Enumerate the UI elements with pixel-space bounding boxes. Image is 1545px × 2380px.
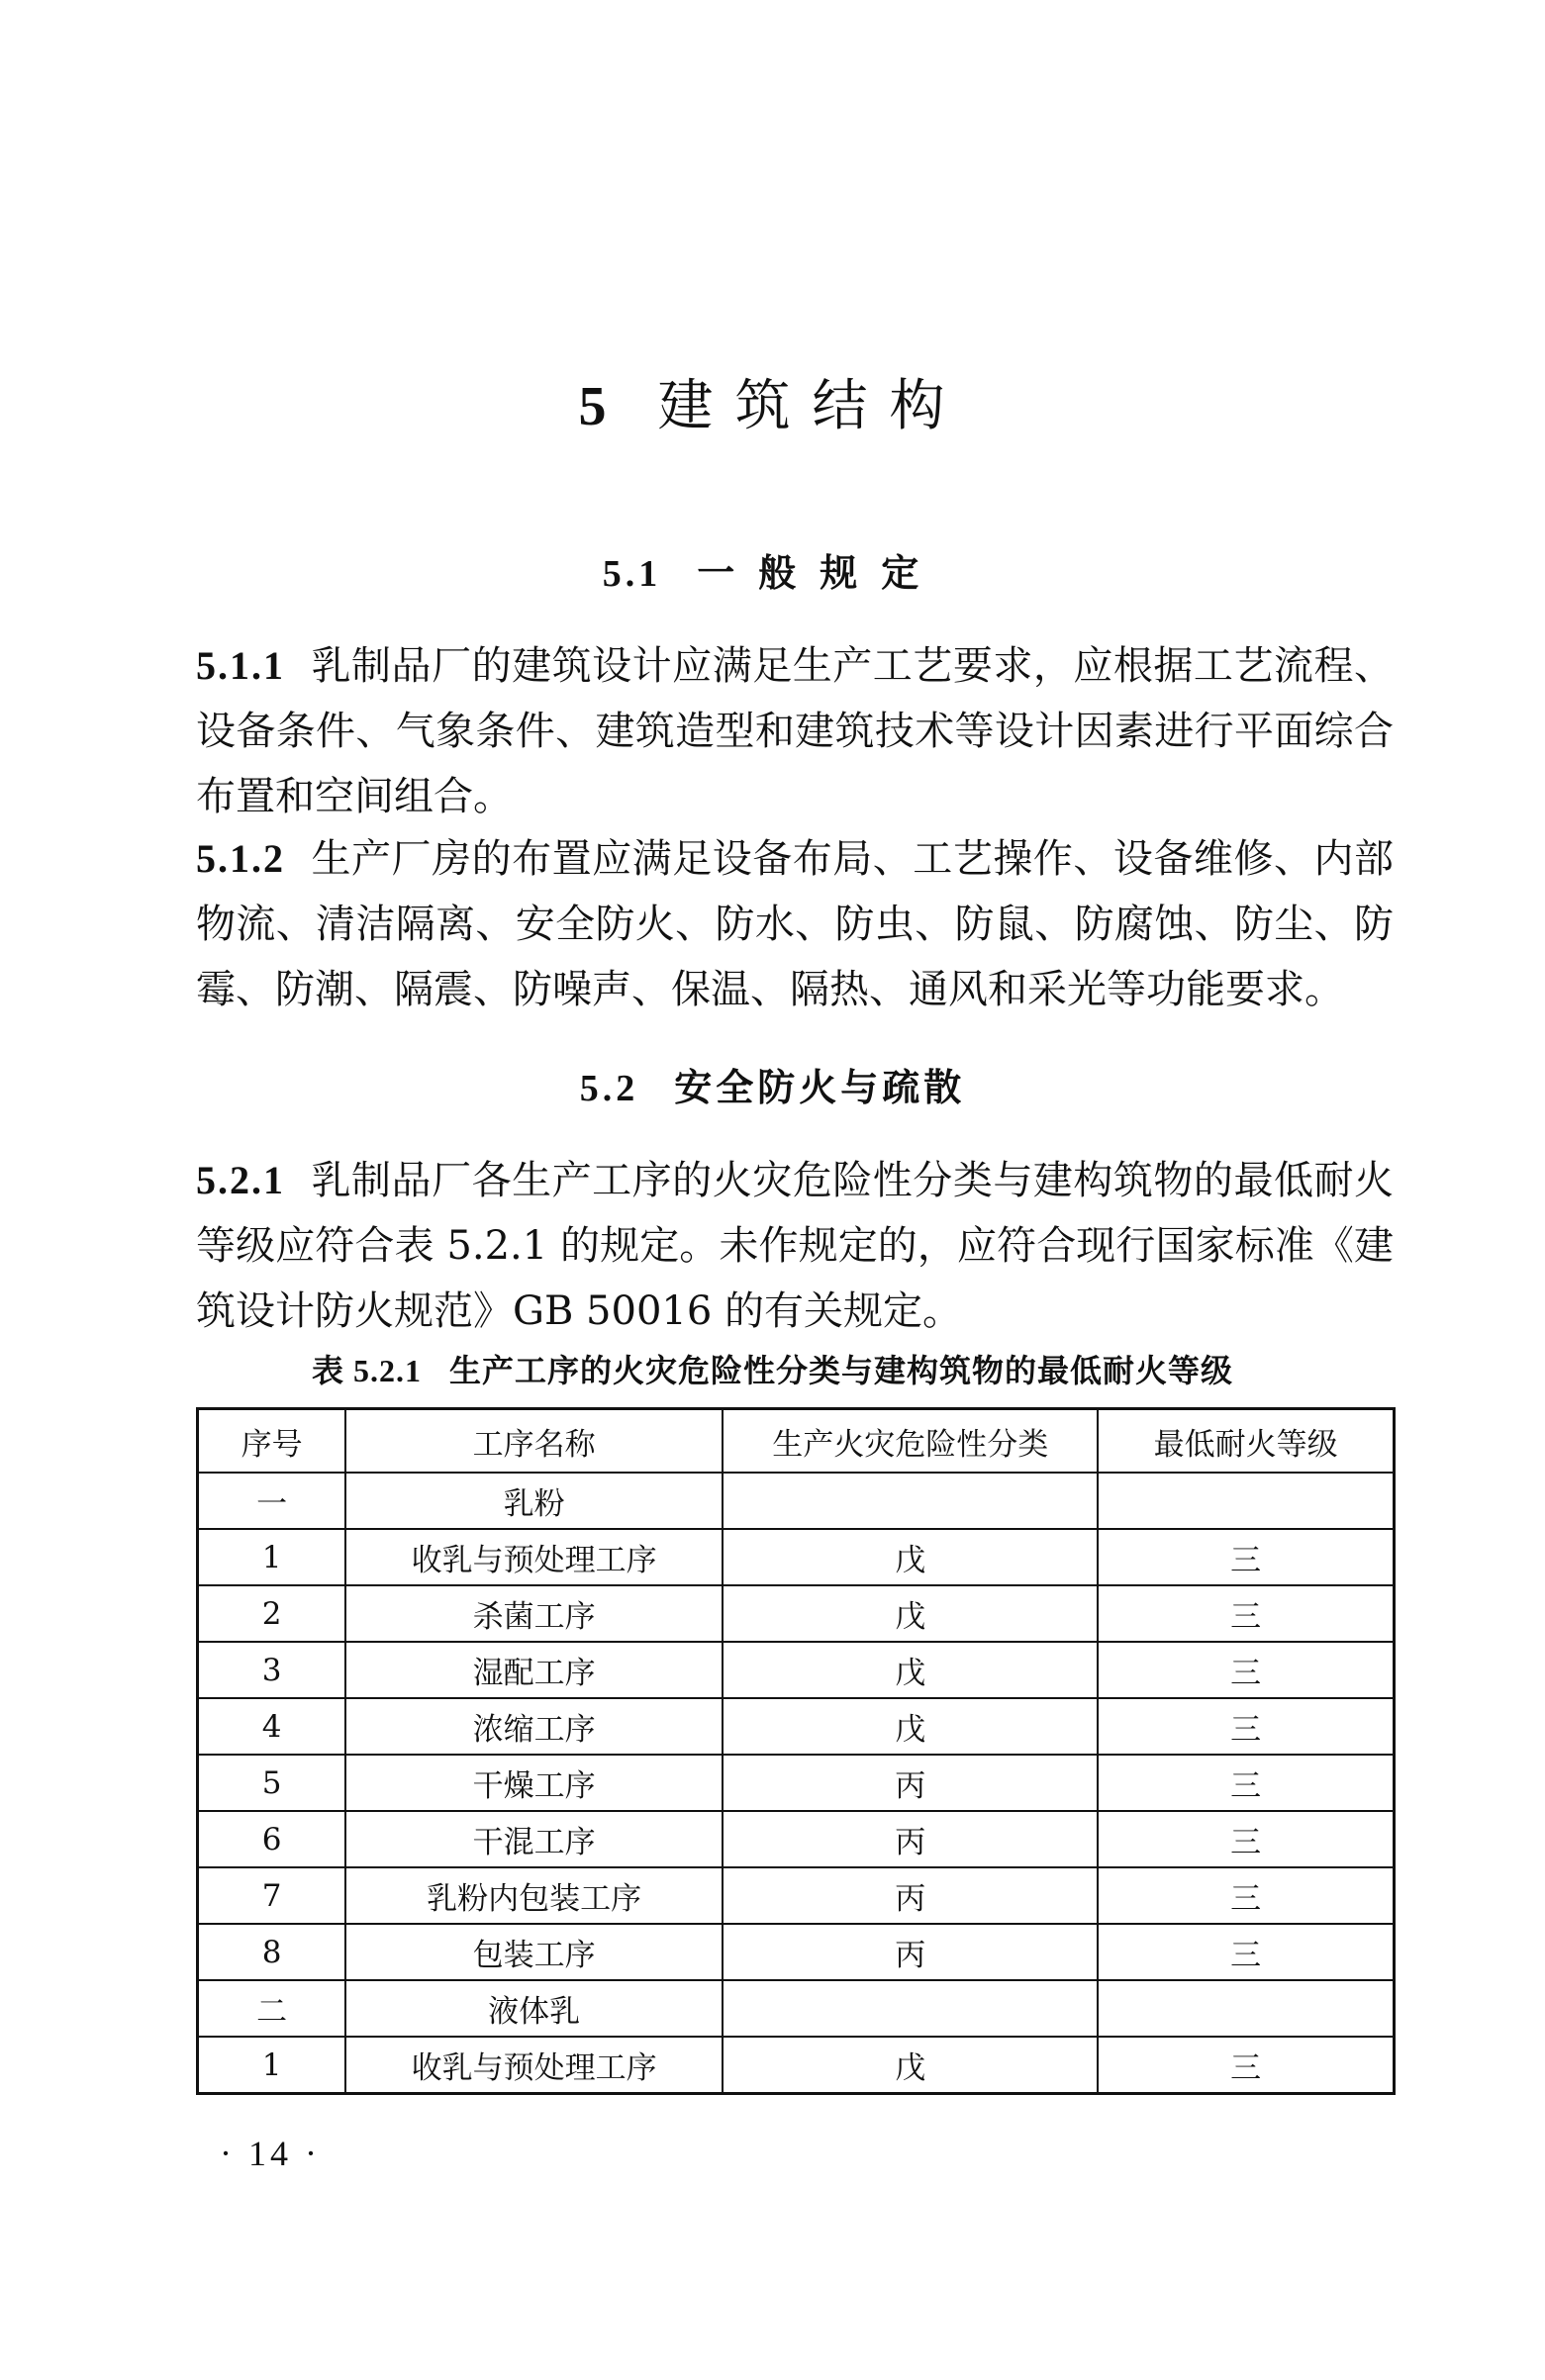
- clause-number: 5.2.1: [196, 1158, 285, 1202]
- table-row: [198, 1811, 1395, 1867]
- table-cell: 三: [1098, 1811, 1394, 1867]
- table-cell: 5: [198, 1755, 346, 1811]
- section-heading-5-2: [0, 1057, 1545, 1111]
- column-header: 最低耐火等级: [1098, 1409, 1394, 1474]
- table-cell: 丙: [723, 1867, 1098, 1924]
- chapter-title-text: 建筑结构: [657, 374, 967, 438]
- section-number: 5.2: [579, 1068, 639, 1109]
- table-cell: 4: [198, 1698, 346, 1755]
- table-cell: 1: [198, 2037, 346, 2094]
- table-cell: 收乳与预处理工序: [345, 1529, 723, 1585]
- table-cell: 包装工序: [345, 1924, 723, 1980]
- table-cell: 戊: [723, 1529, 1098, 1585]
- table-row: [198, 1867, 1395, 1924]
- table-cell: 三: [1098, 1642, 1394, 1698]
- table-cell: 8: [198, 1924, 346, 1980]
- table-cell: 三: [1098, 1755, 1394, 1811]
- table-cell: 二: [198, 1980, 346, 2037]
- table-body: [198, 1473, 1395, 2094]
- column-header: 工序名称: [345, 1409, 723, 1474]
- chapter-number: 5: [578, 376, 628, 437]
- table-cell: 3: [198, 1642, 346, 1698]
- table-row: [198, 1755, 1395, 1811]
- clause-text: 生产厂房的布置应满足设备布局、工艺操作、设备维修、内部物流、清洁隔离、安全防火、防水、防虫、防鼠、防腐蚀、防尘、防霉、防潮、隔震、防噪声、保温、隔热、通风和采光等功能要求。: [196, 836, 1394, 1012]
- chapter-title: [0, 362, 1545, 441]
- table-cell: 三: [1098, 1529, 1394, 1585]
- table-caption-number: 表 5.2.1: [311, 1353, 422, 1388]
- clause-text: 乳制品厂各生产工序的火灾危险性分类与建构筑物的最低耐火等级应符合表 5.2.1 的规定。未作规定的，应符合现行国家标准《建筑设计防火规范》GB 50016 的有关规定。: [196, 1158, 1394, 1334]
- table-cell: 三: [1098, 1924, 1394, 1980]
- clause-5-1-1: [196, 633, 1394, 829]
- table-cell: 液体乳: [345, 1980, 723, 2037]
- table-row: [198, 1585, 1395, 1642]
- table-cell: 乳粉内包装工序: [345, 1867, 723, 1924]
- table-cell: 一: [198, 1473, 346, 1529]
- page-number: · 14 ·: [220, 2134, 321, 2173]
- table-cell: 戊: [723, 2037, 1098, 2094]
- table-row: [198, 1980, 1395, 2037]
- table-cell: 湿配工序: [345, 1642, 723, 1698]
- table-cell: [1098, 1473, 1394, 1529]
- table-row: [198, 1529, 1395, 1585]
- table-cell: 乳粉: [345, 1473, 723, 1529]
- table-cell: 干混工序: [345, 1811, 723, 1867]
- table-cell: 戊: [723, 1585, 1098, 1642]
- table-cell: 浓缩工序: [345, 1698, 723, 1755]
- table-cell: 1: [198, 1529, 346, 1585]
- table-cell: 戊: [723, 1642, 1098, 1698]
- table-cell: 丙: [723, 1811, 1098, 1867]
- table-cell: 三: [1098, 1585, 1394, 1642]
- table-cell: [1098, 1980, 1394, 2037]
- table-caption: [0, 1346, 1545, 1391]
- table-cell: 丙: [723, 1924, 1098, 1980]
- table-cell: [723, 1980, 1098, 2037]
- section-title-text: 安全防火与疏散: [674, 1066, 966, 1109]
- table-cell: 7: [198, 1867, 346, 1924]
- table-row: [198, 1473, 1395, 1529]
- table-row: [198, 1642, 1395, 1698]
- table-header-row: [198, 1409, 1395, 1474]
- table-cell: 收乳与预处理工序: [345, 2037, 723, 2094]
- clause-text: 乳制品厂的建筑设计应满足生产工艺要求，应根据工艺流程、设备条件、气象条件、建筑造型和建筑技术等设计因素进行平面综合布置和空间组合。: [196, 643, 1394, 819]
- clause-number: 5.1.1: [196, 643, 285, 688]
- fire-hazard-table: [196, 1407, 1396, 2095]
- table-cell: 杀菌工序: [345, 1585, 723, 1642]
- table-cell: [723, 1473, 1098, 1529]
- section-title-text: 一般规定: [697, 551, 943, 595]
- table-caption-text: 生产工序的火灾危险性分类与建构筑物的最低耐火等级: [449, 1352, 1234, 1389]
- clause-5-2-1: [196, 1148, 1394, 1344]
- table-cell: 2: [198, 1585, 346, 1642]
- table-cell: 丙: [723, 1755, 1098, 1811]
- clause-5-1-2: [196, 826, 1394, 1022]
- table-cell: 戊: [723, 1698, 1098, 1755]
- table-cell: 三: [1098, 1698, 1394, 1755]
- section-heading-5-1: [0, 542, 1545, 597]
- table-cell: 三: [1098, 1867, 1394, 1924]
- clause-number: 5.1.2: [196, 836, 285, 881]
- table-cell: 6: [198, 1811, 346, 1867]
- table-row: [198, 1698, 1395, 1755]
- section-number: 5.1: [602, 553, 662, 595]
- table-cell: 干燥工序: [345, 1755, 723, 1811]
- table-cell: 三: [1098, 2037, 1394, 2094]
- column-header: 生产火灾危险性分类: [723, 1409, 1098, 1474]
- table-row: [198, 1924, 1395, 1980]
- column-header: 序号: [198, 1409, 346, 1474]
- table-row: [198, 2037, 1395, 2094]
